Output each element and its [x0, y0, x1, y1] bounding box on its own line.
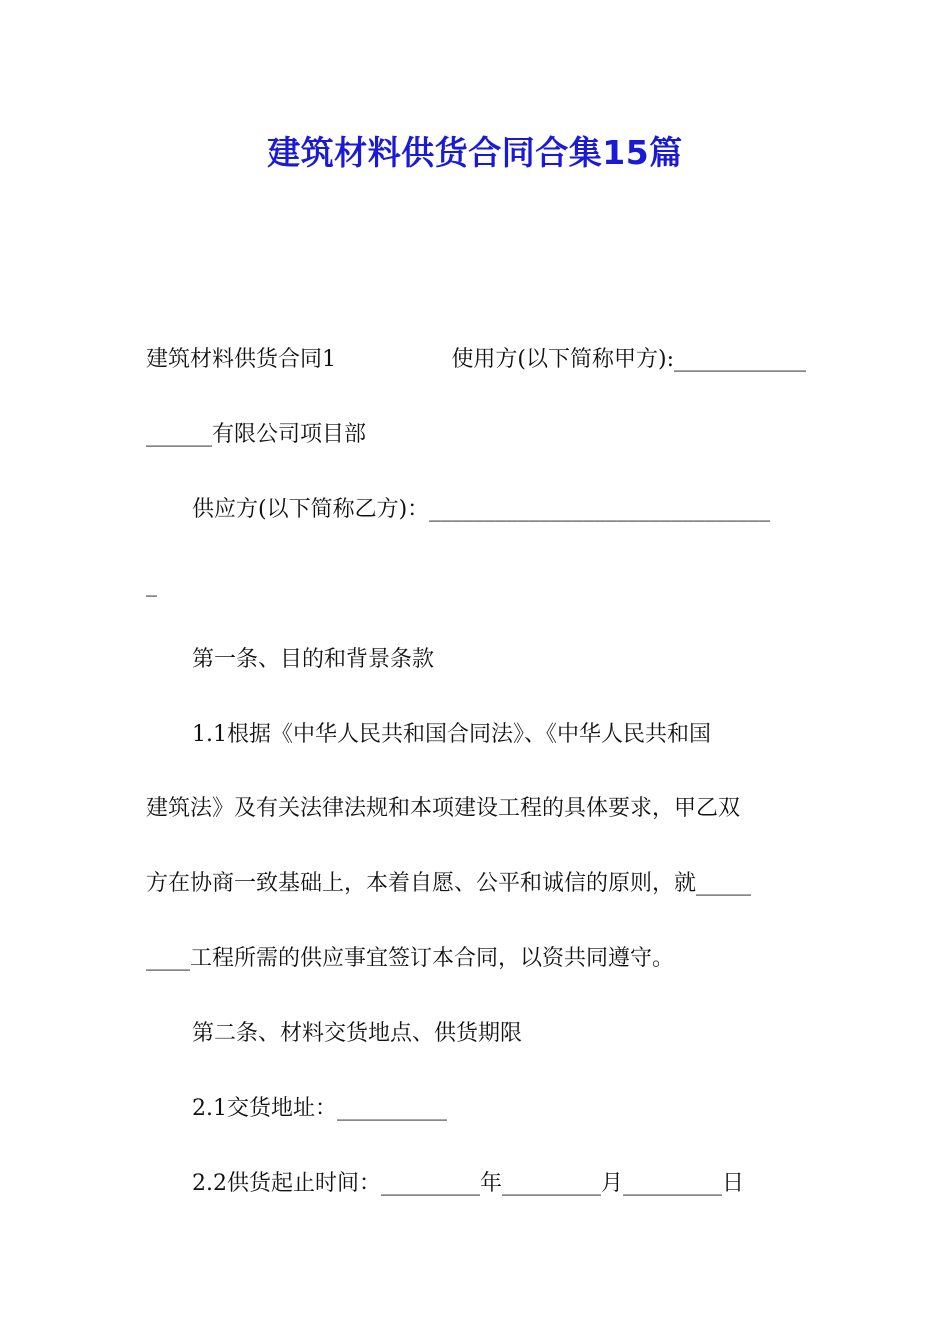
party-b-continuation-line: _ — [146, 572, 157, 597]
party-b-line: 供应方(以下简称乙方)：_______________________________ — [192, 497, 771, 522]
document-title: 建筑材料供货合同合集15篇 — [267, 133, 683, 172]
contract-heading-line — [146, 342, 806, 378]
article-2-heading: 第二条、材料交货地点、供货期限 — [192, 1021, 523, 1046]
clause-1-1-line-1: 1.1根据《中华人民共和国合同法》、《中华人民共和国 — [192, 722, 711, 747]
clause-2-1-delivery-address: 2.1交货地址：__________ — [192, 1096, 447, 1121]
contract-number-label: 建筑材料供货合同1 — [146, 347, 336, 372]
article-1-heading: 第一条、目的和背景条款 — [192, 647, 435, 672]
clause-1-1-line-2: 建筑法》及有关法律法规和本项建设工程的具体要求，甲乙双 — [146, 796, 741, 821]
clause-2-2-supply-period: 2.2供货起止时间：_________年_________月_________日 — [192, 1171, 744, 1196]
clause-1-1-line-4: ____工程所需的供应事宜签订本合同，以资共同遵守。 — [146, 946, 675, 971]
clause-1-1-line-3: 方在协商一致基础上，本着自愿、公平和诚信的原则，就_____ — [146, 871, 752, 896]
party-a-label: 使用方(以下简称甲方):____________ — [451, 347, 806, 372]
party-a-company-line: ______有限公司项目部 — [146, 422, 367, 447]
